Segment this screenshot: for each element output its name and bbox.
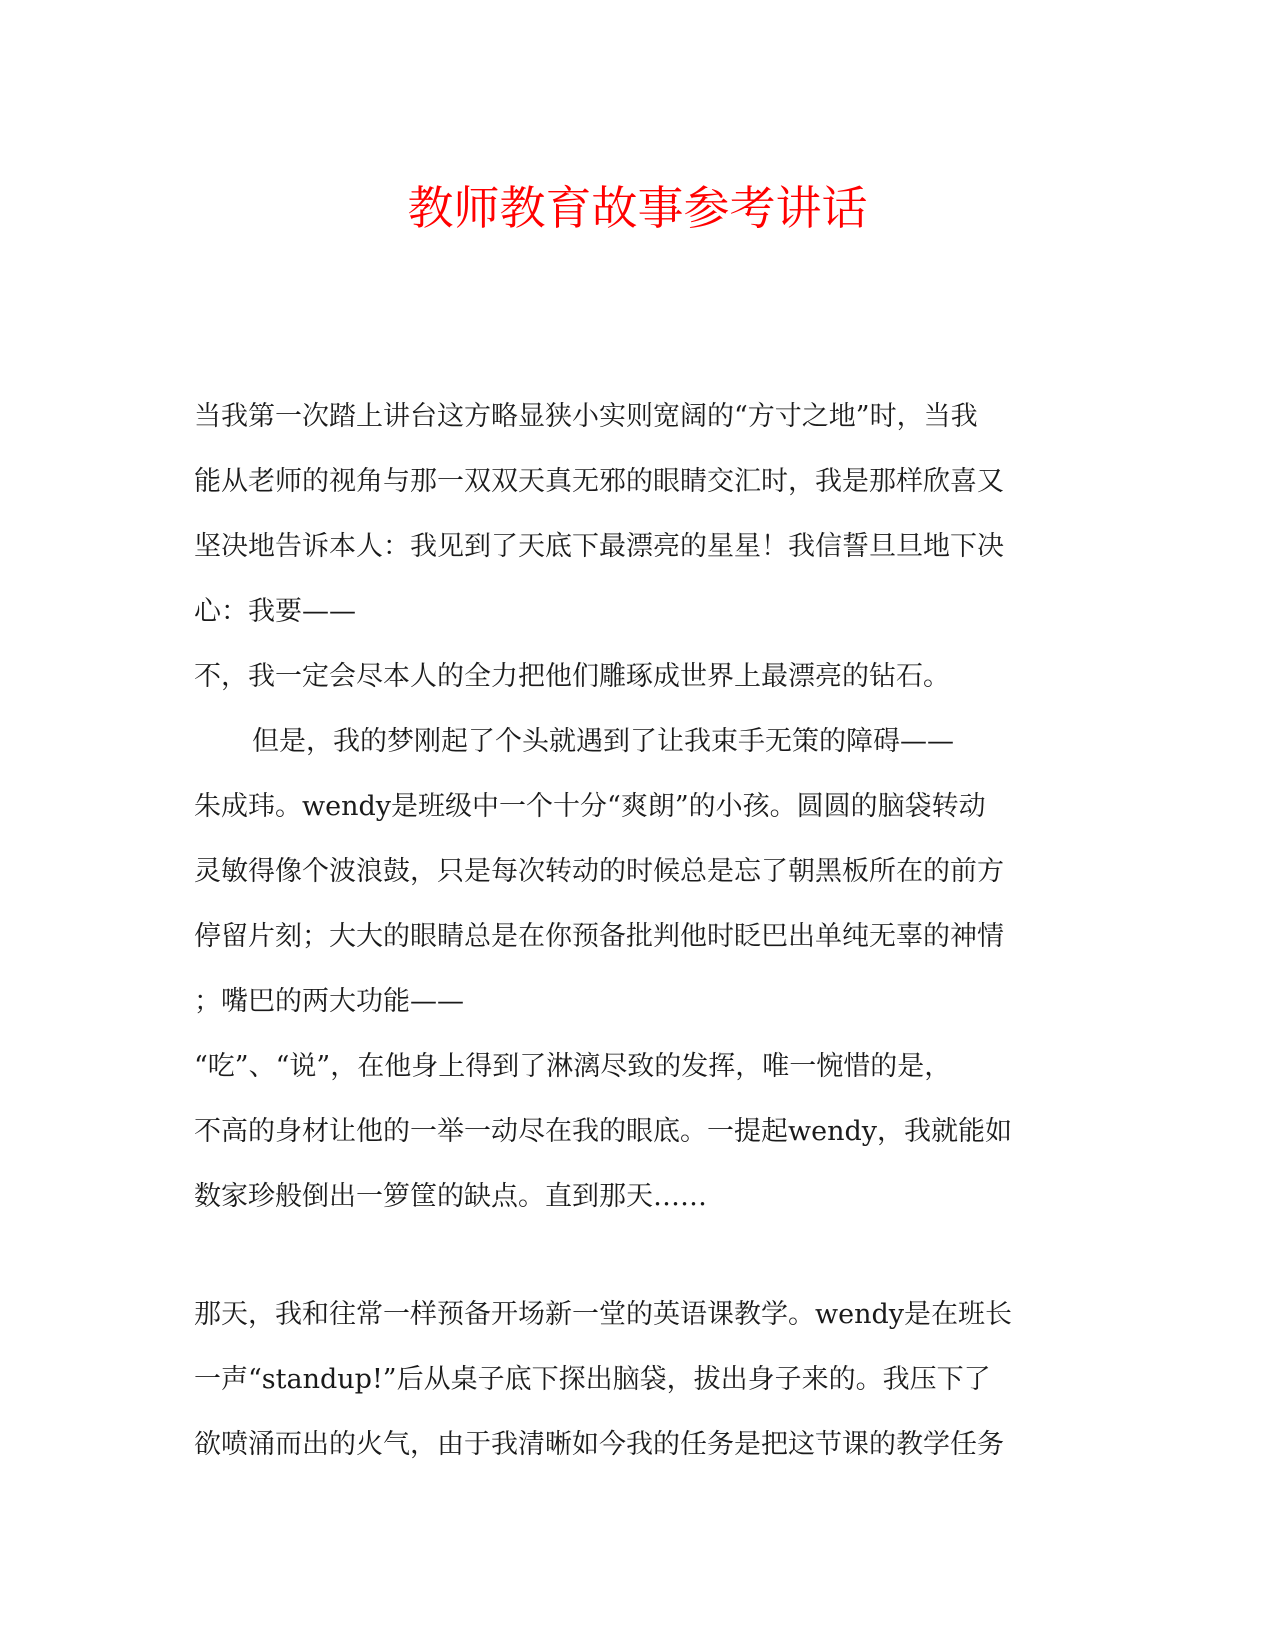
text-line: 朱成玮。wendy是班级中一个十分“爽朗”的小孩。圆圆的脑袋转动	[194, 791, 986, 822]
text-line: “吃”、“说”，在他身上得到了淋漓尽致的发挥，唯一惋惜的是，	[194, 1051, 952, 1082]
text-line: 欲喷涌而出的火气，由于我清晰如今我的任务是把这节课的教学任务	[194, 1429, 1004, 1460]
document-title: 教师教育故事参考讲话	[407, 181, 868, 235]
text-line: 灵敏得像个波浪鼓，只是每次转动的时候总是忘了朝黑板所在的前方	[194, 856, 1004, 887]
text-line: 那天，我和往常一样预备开场新一堂的英语课教学。wendy是在班长	[194, 1299, 1013, 1330]
text-line: ；嘴巴的两大功能——	[194, 986, 464, 1017]
text-line: 坚决地告诉本人：我见到了天底下最漂亮的星星！我信誓旦旦地下决	[194, 531, 1004, 562]
text-line: 数家珍般倒出一箩筐的缺点。直到那天……	[194, 1181, 707, 1212]
paragraph-block-1	[194, 384, 1074, 1229]
paragraph-block-2	[194, 1282, 1074, 1477]
text-line: 当我第一次踏上讲台这方略显狭小实则宽阔的“方寸之地”时，当我	[194, 401, 978, 432]
text-line: 能从老师的视角与那一双双天真无邪的眼睛交汇时，我是那样欣喜又	[194, 466, 1004, 497]
text-line-indented: 但是，我的梦刚起了个头就遇到了让我束手无策的障碍——	[252, 726, 954, 757]
text-line: 心：我要——	[194, 596, 356, 627]
text-line: 停留片刻；大大的眼睛总是在你预备批判他时眨巴出单纯无辜的神情	[194, 921, 1004, 952]
text-line: 一声“standup!”后从桌子底下探出脑袋，拔出身子来的。我压下了	[194, 1364, 991, 1395]
text-line: 不高的身材让他的一举一动尽在我的眼底。一提起wendy，我就能如	[194, 1116, 1013, 1147]
text-line: 不，我一定会尽本人的全力把他们雕琢成世界上最漂亮的钻石。	[194, 661, 950, 692]
